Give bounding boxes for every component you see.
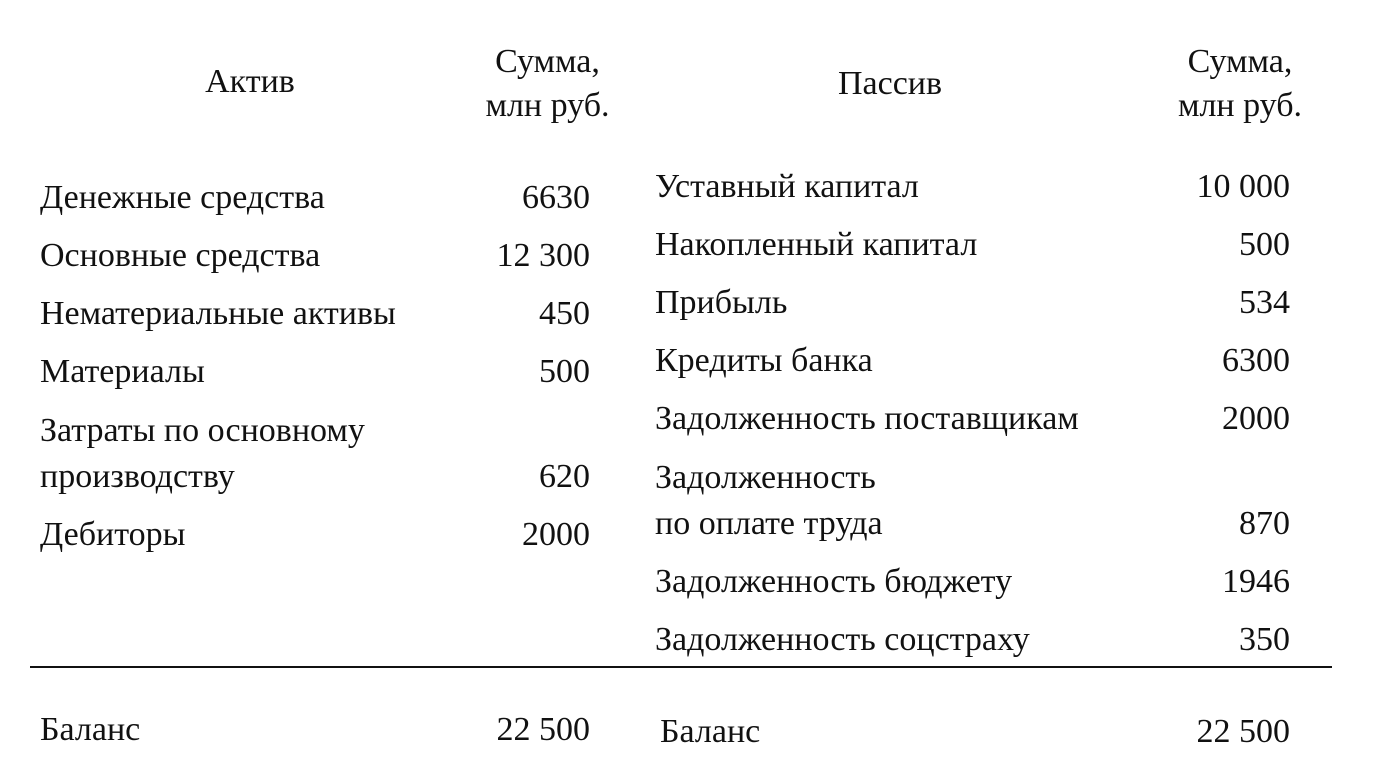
asset-value: 12 300 xyxy=(496,237,590,274)
liability-label: Задолженность соцстраху xyxy=(655,621,1030,658)
assets-sum-header-line1: Сумма, xyxy=(495,43,600,80)
asset-label: Денежные средства xyxy=(40,179,325,216)
liability-value: 350 xyxy=(1239,621,1290,658)
liability-label-line1: Задолженность xyxy=(655,459,876,496)
liabilities-sum-header-line2: млн руб. xyxy=(1177,87,1303,124)
assets-sum-header xyxy=(460,40,635,128)
asset-label-line1: Затраты по основному xyxy=(40,412,365,449)
asset-label: Дебиторы xyxy=(40,516,186,553)
liability-label: Задолженность бюджету xyxy=(655,563,1013,600)
liability-value: 6300 xyxy=(1222,342,1290,379)
liabilities-total-value: 22 500 xyxy=(1196,713,1290,750)
liability-value: 1946 xyxy=(1222,563,1290,600)
liability-value: 10 000 xyxy=(1196,168,1290,205)
assets-sum-header-line2: млн руб. xyxy=(485,87,610,124)
asset-value: 6630 xyxy=(522,179,590,216)
liability-value: 2000 xyxy=(1222,400,1290,437)
liability-value: 534 xyxy=(1239,284,1290,321)
liabilities-sum-header-line1: Сумма, xyxy=(1187,43,1293,80)
liabilities-total-label: Баланс xyxy=(660,713,761,750)
liability-value: 870 xyxy=(1239,505,1290,542)
liability-label: Прибыль xyxy=(655,284,788,321)
asset-value: 450 xyxy=(539,295,590,332)
liabilities-header: Пассив xyxy=(837,65,943,102)
asset-value: 620 xyxy=(539,458,590,495)
liability-label: Накопленный капитал xyxy=(655,226,978,263)
assets-header: Актив xyxy=(205,63,295,100)
liability-label: Задолженность поставщикам xyxy=(655,400,1079,437)
asset-value: 500 xyxy=(539,353,590,390)
asset-label-line2: производству xyxy=(40,458,235,495)
total-divider xyxy=(30,666,1332,668)
liability-value: 500 xyxy=(1239,226,1290,263)
asset-label: Нематериальные активы xyxy=(40,295,396,332)
asset-label: Материалы xyxy=(40,353,205,390)
assets-total-label: Баланс xyxy=(40,711,141,748)
liability-label: Уставный капитал xyxy=(655,168,919,205)
liability-label: Кредиты банка xyxy=(655,342,873,379)
assets-total-value: 22 500 xyxy=(496,711,590,748)
asset-value: 2000 xyxy=(522,516,590,553)
liability-label-line2: по оплате труда xyxy=(655,505,883,542)
liabilities-sum-header xyxy=(1155,40,1325,128)
asset-label: Основные средства xyxy=(40,237,321,274)
